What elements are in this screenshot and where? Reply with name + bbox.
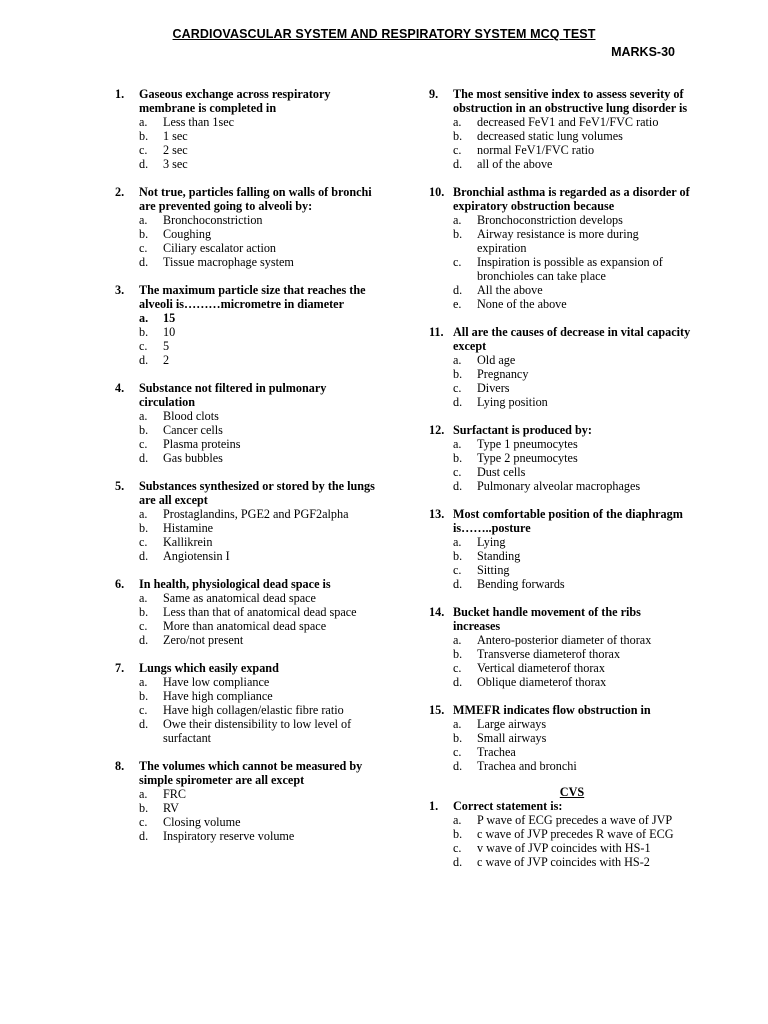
option-letter: b.	[453, 731, 463, 745]
question-block	[115, 661, 377, 745]
option-letter: b.	[453, 227, 463, 241]
answer-option	[429, 227, 691, 255]
question-text: The volumes which cannot be measured by simple spirometer are all except	[139, 759, 363, 787]
answer-option	[429, 717, 691, 731]
question-row	[429, 423, 691, 437]
option-text: v wave of JVP coincides with HS-1	[477, 841, 651, 855]
option-letter: c.	[139, 339, 148, 353]
option-text: Type 2 pneumocytes	[477, 451, 578, 465]
answer-option	[429, 465, 691, 479]
question-text: Substance not filtered in pulmonary circulation	[139, 381, 327, 409]
answer-option	[115, 255, 377, 269]
question-number: 9.	[429, 87, 439, 101]
option-text: 5	[163, 339, 170, 353]
question-block	[429, 423, 691, 493]
answer-option	[429, 213, 691, 227]
option-text: Less than 1sec	[163, 115, 235, 129]
question-row	[429, 799, 691, 813]
answer-option	[115, 241, 377, 255]
option-letter: c.	[453, 661, 462, 675]
answer-option	[115, 143, 377, 157]
question-number: 10.	[429, 185, 445, 199]
option-letter: a.	[139, 591, 148, 605]
answer-option	[115, 129, 377, 143]
option-letter: c.	[453, 143, 462, 157]
answer-option	[429, 647, 691, 661]
answer-option	[115, 213, 377, 227]
question-text: Bucket handle movement of the ribs increases	[453, 605, 641, 633]
option-text: Have high compliance	[163, 689, 273, 703]
option-letter: d.	[453, 479, 463, 493]
question-number: 2.	[115, 185, 125, 199]
question-row	[115, 87, 377, 115]
option-text: c wave of JVP coincides with HS-2	[477, 855, 650, 869]
question-text: Most comfortable position of the diaphragm is……..posture	[453, 507, 683, 535]
question-number: 11.	[429, 325, 444, 339]
option-letter: c.	[139, 143, 148, 157]
answer-option	[429, 661, 691, 675]
answer-option	[115, 689, 377, 703]
answer-option	[429, 479, 691, 493]
section-heading-cvs: CVS	[559, 785, 585, 799]
option-letter: a.	[453, 535, 462, 549]
option-letter: a.	[453, 213, 462, 227]
answer-option	[115, 549, 377, 563]
answer-option	[429, 367, 691, 381]
option-text: c wave of JVP precedes R wave of ECG	[477, 827, 674, 841]
question-row	[429, 185, 691, 213]
question-block	[115, 577, 377, 647]
question-block	[115, 283, 377, 367]
answer-option	[429, 577, 691, 591]
question-block	[429, 507, 691, 591]
option-text: Blood clots	[163, 409, 219, 423]
option-letter: a.	[139, 675, 148, 689]
answer-option	[429, 381, 691, 395]
answer-option	[115, 787, 377, 801]
question-block	[115, 87, 377, 171]
option-letter: a.	[139, 507, 148, 521]
option-letter: a.	[453, 717, 462, 731]
question-text: Not true, particles falling on walls of bronchi are prevented going to alveoli by:	[139, 185, 372, 213]
question-block	[429, 703, 691, 773]
question-text: Gaseous exchange across respiratory membrane is completed in	[139, 87, 331, 115]
option-text: Inspiration is possible as expansion of bronchioles can take place	[477, 255, 663, 283]
option-text: normal FeV1/FVC ratio	[477, 143, 595, 157]
option-letter: d.	[139, 549, 149, 563]
option-text: Zero/not present	[163, 633, 244, 647]
answer-option	[429, 143, 691, 157]
question-block	[115, 381, 377, 465]
option-text: Large airways	[477, 717, 547, 731]
answer-option	[115, 633, 377, 647]
question-text: The maximum particle size that reaches the alveoli is………micrometre in diameter	[139, 283, 366, 311]
option-text: Plasma proteins	[163, 437, 241, 451]
answer-option	[115, 353, 377, 367]
option-text: Bending forwards	[477, 577, 565, 591]
answer-option	[115, 535, 377, 549]
question-row	[115, 577, 377, 591]
option-letter: a.	[139, 115, 148, 129]
option-text: All the above	[477, 283, 543, 297]
question-block	[429, 799, 691, 869]
option-text: Have high collagen/elastic fibre ratio	[163, 703, 344, 717]
answer-option	[429, 157, 691, 171]
answer-option	[115, 311, 377, 325]
option-letter: d.	[139, 255, 149, 269]
option-letter: b.	[139, 129, 149, 143]
question-number: 6.	[115, 577, 125, 591]
answer-option	[429, 129, 691, 143]
option-text: 3 sec	[163, 157, 188, 171]
question-text: Bronchial asthma is regarded as a disorder of expiratory obstruction because	[453, 185, 690, 213]
option-text: Standing	[477, 549, 521, 563]
option-text: Less than that of anatomical dead space	[163, 605, 357, 619]
option-letter: d.	[453, 855, 463, 869]
answer-option	[429, 675, 691, 689]
option-text: Tissue macrophage system	[163, 255, 294, 269]
option-letter: b.	[139, 801, 149, 815]
answer-option	[115, 451, 377, 465]
question-row	[429, 325, 691, 353]
option-letter: a.	[453, 437, 462, 451]
question-block	[115, 759, 377, 843]
question-number: 3.	[115, 283, 125, 297]
option-letter: b.	[453, 367, 463, 381]
option-text: Airway resistance is more during expiration	[477, 227, 639, 255]
question-row	[115, 381, 377, 409]
option-text: P wave of ECG precedes a wave of JVP	[477, 813, 673, 827]
option-letter: d.	[453, 395, 463, 409]
answer-option	[429, 115, 691, 129]
question-row	[115, 479, 377, 507]
option-letter: b.	[139, 605, 149, 619]
option-letter: a.	[139, 311, 149, 325]
option-letter: d.	[453, 759, 463, 773]
option-text: Trachea and bronchi	[477, 759, 577, 773]
question-number: 13.	[429, 507, 445, 521]
answer-option	[429, 255, 691, 283]
question-block	[429, 605, 691, 689]
option-text: FRC	[163, 787, 187, 801]
answer-option	[115, 325, 377, 339]
option-text: decreased static lung volumes	[477, 129, 623, 143]
option-text: Dust cells	[477, 465, 526, 479]
answer-option	[115, 115, 377, 129]
option-letter: b.	[453, 647, 463, 661]
question-number: 12.	[429, 423, 445, 437]
option-text: Pulmonary alveolar macrophages	[477, 479, 641, 493]
answer-option	[429, 437, 691, 451]
question-text: Lungs which easily expand	[139, 661, 279, 675]
option-text: Oblique diameterof thorax	[477, 675, 607, 689]
option-letter: d.	[139, 633, 149, 647]
question-row	[429, 703, 691, 717]
option-text: None of the above	[477, 297, 567, 311]
answer-option	[429, 731, 691, 745]
option-text: Trachea	[477, 745, 516, 759]
option-letter: c.	[453, 841, 462, 855]
answer-option	[429, 759, 691, 773]
option-text: Old age	[477, 353, 516, 367]
option-text: Have low compliance	[163, 675, 270, 689]
question-block	[115, 479, 377, 563]
option-text: Kallikrein	[163, 535, 213, 549]
option-text: Same as anatomical dead space	[163, 591, 316, 605]
option-text: Type 1 pneumocytes	[477, 437, 578, 451]
option-text: Antero-posterior diameter of thorax	[477, 633, 652, 647]
option-letter: b.	[139, 325, 149, 339]
option-letter: b.	[453, 129, 463, 143]
option-letter: d.	[453, 283, 463, 297]
option-letter: d.	[453, 675, 463, 689]
answer-option	[429, 535, 691, 549]
option-letter: d.	[139, 157, 149, 171]
question-row	[115, 283, 377, 311]
option-letter: d.	[453, 157, 463, 171]
option-letter: b.	[453, 451, 463, 465]
answer-option	[429, 855, 691, 869]
question-row	[115, 759, 377, 787]
answer-option	[115, 829, 377, 843]
option-letter: b.	[453, 549, 463, 563]
option-letter: c.	[453, 465, 462, 479]
option-text: Lying position	[477, 395, 548, 409]
answer-option	[115, 619, 377, 633]
page-title: CARDIOVASCULAR SYSTEM AND RESPIRATORY SYSTEM MCQ TEST	[172, 27, 596, 41]
option-text: Sitting	[477, 563, 510, 577]
option-text: 1 sec	[163, 129, 188, 143]
question-text: The most sensitive index to assess severity of obstruction in an obstructive lung disorder is	[453, 87, 688, 115]
answer-option	[429, 395, 691, 409]
question-block	[429, 325, 691, 409]
question-number: 5.	[115, 479, 125, 493]
option-text: Bronchoconstriction	[163, 213, 263, 227]
option-letter: b.	[139, 521, 149, 535]
answer-option	[115, 409, 377, 423]
answer-option	[115, 507, 377, 521]
option-letter: d.	[139, 451, 149, 465]
answer-option	[429, 841, 691, 855]
option-letter: b.	[139, 423, 149, 437]
question-number: 8.	[115, 759, 125, 773]
marks-label: MARKS-30	[611, 45, 675, 59]
option-letter: c.	[139, 535, 148, 549]
question-block	[429, 185, 691, 311]
option-text: Owe their distensibility to low level of surfactant	[163, 717, 352, 745]
answer-option	[115, 605, 377, 619]
answer-option	[115, 423, 377, 437]
option-letter: a.	[139, 213, 148, 227]
option-text: Vertical diameterof thorax	[477, 661, 605, 675]
answer-option	[429, 297, 691, 311]
option-text: Cancer cells	[163, 423, 223, 437]
option-text: 15	[163, 311, 176, 325]
option-letter: a.	[453, 633, 462, 647]
option-text: Inspiratory reserve volume	[163, 829, 295, 843]
option-text: 2	[163, 353, 170, 367]
option-text: 2 sec	[163, 143, 188, 157]
option-text: Small airways	[477, 731, 547, 745]
option-text: Divers	[477, 381, 510, 395]
option-text: decreased FeV1 and FeV1/FVC ratio	[477, 115, 659, 129]
option-text: Ciliary escalator action	[163, 241, 277, 255]
option-letter: c.	[453, 563, 462, 577]
option-letter: c.	[453, 745, 462, 759]
option-letter: a.	[139, 787, 148, 801]
question-number: 15.	[429, 703, 445, 717]
question-text: Surfactant is produced by:	[453, 423, 592, 437]
option-letter: a.	[453, 115, 462, 129]
answer-option	[429, 745, 691, 759]
option-letter: b.	[453, 827, 463, 841]
option-letter: d.	[453, 577, 463, 591]
question-row	[115, 661, 377, 675]
question-number: 4.	[115, 381, 125, 395]
option-letter: c.	[139, 703, 148, 717]
option-letter: a.	[453, 813, 462, 827]
answer-option	[115, 675, 377, 689]
option-letter: b.	[139, 689, 149, 703]
question-row	[429, 87, 691, 115]
question-number: 7.	[115, 661, 125, 675]
question-block	[115, 185, 377, 269]
answer-option	[429, 451, 691, 465]
option-text: Coughing	[163, 227, 212, 241]
question-row	[429, 605, 691, 633]
option-letter: d.	[139, 717, 149, 731]
option-text: Histamine	[163, 521, 214, 535]
answer-option	[429, 563, 691, 577]
question-text: All are the causes of decrease in vital capacity except	[453, 325, 691, 353]
answer-option	[429, 813, 691, 827]
answer-option	[429, 549, 691, 563]
answer-option	[115, 717, 377, 745]
question-text: Substances synthesized or stored by the lungs are all except	[139, 479, 375, 507]
option-text: Prostaglandins, PGE2 and PGF2alpha	[163, 507, 349, 521]
option-text: Lying	[477, 535, 506, 549]
option-text: all of the above	[477, 157, 553, 171]
left-column	[115, 87, 377, 857]
option-letter: e.	[453, 297, 462, 311]
option-letter: c.	[139, 619, 148, 633]
question-number: 1.	[115, 87, 125, 101]
option-letter: d.	[139, 353, 149, 367]
answer-option	[115, 157, 377, 171]
option-text: Pregnancy	[477, 367, 529, 381]
question-text: In health, physiological dead space is	[139, 577, 331, 591]
option-text: Gas bubbles	[163, 451, 223, 465]
answer-option	[115, 591, 377, 605]
answer-option	[429, 353, 691, 367]
option-letter: b.	[139, 227, 149, 241]
option-letter: c.	[139, 241, 148, 255]
answer-option	[115, 815, 377, 829]
question-block	[429, 87, 691, 171]
option-text: Angiotensin I	[163, 549, 230, 563]
right-column	[429, 87, 691, 883]
question-row	[115, 185, 377, 213]
answer-option	[115, 227, 377, 241]
option-text: RV	[163, 801, 179, 815]
answer-option	[115, 437, 377, 451]
question-number: 14.	[429, 605, 445, 619]
answer-option	[429, 633, 691, 647]
answer-option	[115, 801, 377, 815]
answer-option	[115, 339, 377, 353]
option-letter: c.	[139, 437, 148, 451]
question-text: Correct statement is:	[453, 799, 563, 813]
answer-option	[429, 827, 691, 841]
question-row	[429, 507, 691, 535]
option-letter: a.	[453, 353, 462, 367]
answer-option	[115, 521, 377, 535]
option-letter: d.	[139, 829, 149, 843]
question-text: MMEFR indicates flow obstruction in	[453, 703, 651, 717]
answer-option	[115, 703, 377, 717]
option-text: 10	[163, 325, 176, 339]
option-text: More than anatomical dead space	[163, 619, 327, 633]
option-letter: c.	[453, 381, 462, 395]
option-text: Bronchoconstriction develops	[477, 213, 623, 227]
option-text: Closing volume	[163, 815, 241, 829]
question-number: 1.	[429, 799, 439, 813]
option-text: Transverse diameterof thorax	[477, 647, 621, 661]
answer-option	[429, 283, 691, 297]
option-letter: c.	[139, 815, 148, 829]
option-letter: c.	[453, 255, 462, 269]
option-letter: a.	[139, 409, 148, 423]
